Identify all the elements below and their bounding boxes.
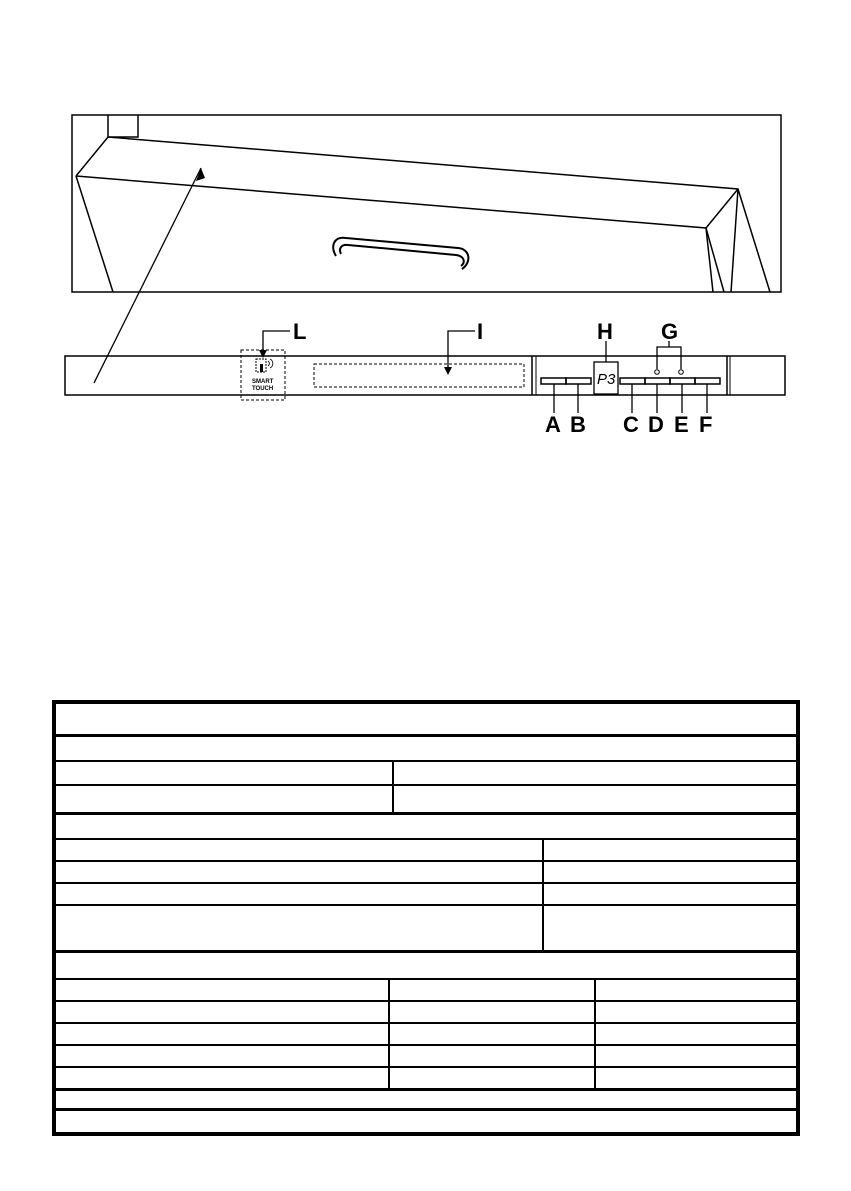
table-cell-divider <box>594 1024 596 1044</box>
table-cell-divider <box>594 980 596 1000</box>
leader-i <box>448 331 475 371</box>
table-cell-divider <box>388 1024 390 1044</box>
table-cell-divider <box>388 980 390 1000</box>
table-row <box>56 1022 796 1044</box>
smart-touch-label-2: TOUCH <box>252 386 274 392</box>
button-c <box>620 378 645 384</box>
table-section-header <box>56 734 796 760</box>
door-handle <box>333 238 468 269</box>
dishwasher-door-illustration <box>72 115 781 292</box>
table-row <box>56 904 796 950</box>
control-panel <box>65 350 785 400</box>
table-cell-divider <box>388 1002 390 1022</box>
door-top-inner-edge <box>76 176 724 292</box>
table-cell-divider <box>388 1046 390 1066</box>
table-cell-divider <box>594 1046 596 1066</box>
control-panel-strip <box>65 356 785 395</box>
program-readout: P3 <box>597 371 616 388</box>
callout-f: F <box>699 412 713 437</box>
table-row <box>56 1044 796 1066</box>
callout-e: E <box>674 412 689 437</box>
callout-b: B <box>570 412 586 437</box>
leader-arrowheads <box>196 168 452 375</box>
table-row <box>56 760 796 784</box>
table-cell-divider <box>594 1002 596 1022</box>
table-row <box>56 1066 796 1088</box>
callout-l: L <box>293 319 307 344</box>
indicator-led-1 <box>655 370 660 375</box>
door-right-bevel <box>706 189 738 228</box>
table-row <box>56 838 796 862</box>
table-cell-divider <box>392 786 394 812</box>
indicator-led-2 <box>679 370 684 375</box>
dishwasher-diagram <box>0 0 851 460</box>
callout-i: I <box>477 319 484 344</box>
spec-table <box>52 700 800 1136</box>
table-section-header <box>56 950 796 978</box>
leader-door-to-panel <box>94 168 201 383</box>
door-right-inner-side <box>706 228 713 292</box>
door-left-side <box>76 176 113 292</box>
door-frame <box>72 115 781 292</box>
button-f <box>695 378 720 384</box>
button-e <box>670 378 695 384</box>
table-cell-divider <box>542 862 544 882</box>
button-d <box>645 378 670 384</box>
table-cell-divider <box>392 762 394 784</box>
table-row <box>56 978 796 1000</box>
table-cell-divider <box>388 1068 390 1088</box>
button-a <box>541 378 566 384</box>
table-cell-divider <box>542 884 544 904</box>
table-cell-divider <box>542 840 544 862</box>
door-corner-post <box>108 115 138 137</box>
display-zone <box>314 364 524 387</box>
callout-a: A <box>545 412 561 437</box>
table-row <box>56 882 796 904</box>
leader-l <box>263 331 290 356</box>
callout-g: G <box>661 319 679 344</box>
door-right-bevel-2 <box>731 189 738 292</box>
table-cell-divider <box>542 906 544 950</box>
table-footer-row <box>56 1108 796 1132</box>
button-b <box>566 378 591 384</box>
callout-h: H <box>597 319 613 344</box>
callout-c: C <box>623 412 639 437</box>
table-row <box>56 784 796 812</box>
table-row <box>56 860 796 882</box>
smart-touch-icon <box>256 359 273 372</box>
leader-g <box>657 347 681 369</box>
smart-touch-label-1: SMART <box>252 379 274 385</box>
table-section-header <box>56 812 796 838</box>
door-top-outer-edge <box>76 137 770 292</box>
table-row <box>56 1000 796 1022</box>
callout-d: D <box>648 412 664 437</box>
table-footer-row <box>56 1088 796 1108</box>
table-cell-divider <box>594 1068 596 1088</box>
